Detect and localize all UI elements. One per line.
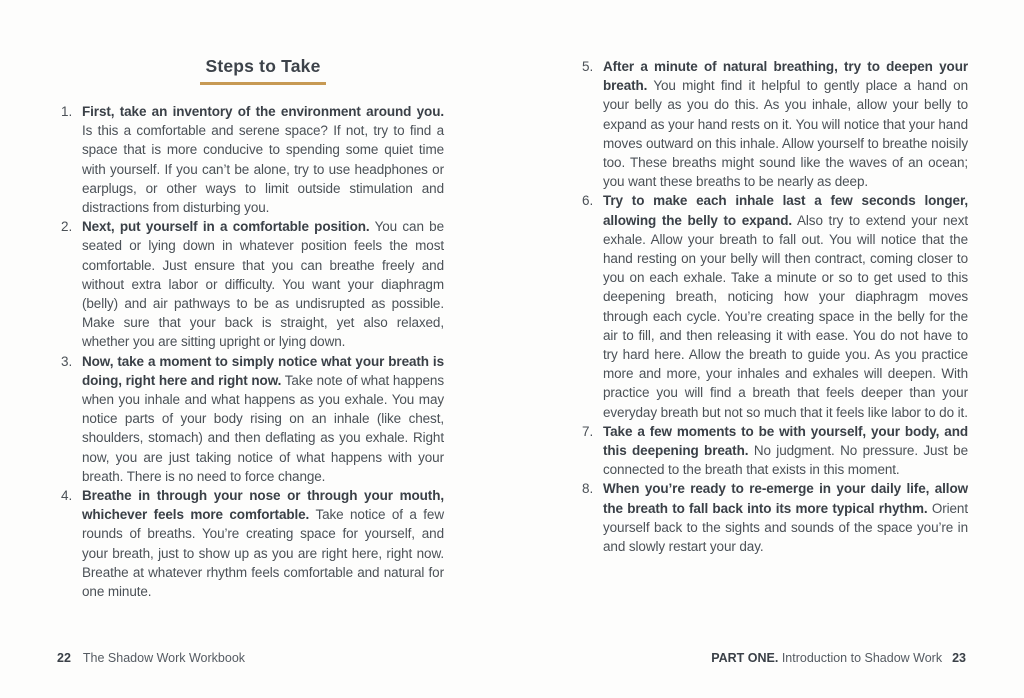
step-text — [82, 102, 444, 217]
step-body: No judgment. No pressure. Just be connected to the breath that exists in this moment. — [603, 443, 968, 478]
step-body: Orient yourself back to the sights and sounds of the space you’re in and slowly restart your day. — [603, 500, 968, 555]
step-body: You might find it helpful to gently place a hand on your belly as you do this. As you inhale, allow your belly to expand as your hand rests on it. You will notice that your hand moves outward on this inhale. Allow yourself to breathe noisily too. These breaths might sound like the waves of an ocean; you want these breaths to be nearly as deep. — [603, 78, 968, 190]
right-page — [582, 57, 968, 556]
step-body: You can be seated or lying down in whatever position feels the most comfortable. Just ensure that you can breathe freely and without extra labor or difficulty. You want your diaphragm (belly) and air pathways to be as undisrupted as possible. Make sure that your back is straight, yet also relaxed, whether you are sitting upright or lying down. — [82, 219, 444, 350]
step-lead: Try to make each inhale last a few seconds longer, allowing the belly to expand. — [603, 193, 968, 228]
step-body: Take notice of a few rounds of breaths. You’re creating space for yourself, and your breath, just to show up as you are right here, right now. Breathe at whatever rhythm feels comfortable and natural for one minute. — [82, 507, 444, 600]
step-item — [582, 422, 968, 480]
step-number: 5. — [582, 59, 594, 74]
step-text — [603, 57, 968, 191]
step-text — [603, 191, 968, 421]
step-item — [61, 486, 444, 601]
step-number: 4. — [61, 488, 73, 504]
right-page-footer — [711, 651, 966, 665]
step-lead: Take a few moments to be with yourself, your body, and this deepening breath. — [603, 423, 968, 459]
section-heading: Steps to Take — [200, 56, 325, 85]
chapter-title: Introduction to Shadow Work — [781, 651, 943, 665]
step-item — [61, 102, 444, 217]
step-number: 1. — [61, 104, 73, 119]
right-page-number: 23 — [952, 651, 966, 665]
step-text — [82, 486, 444, 601]
step-text — [603, 479, 968, 556]
step-text — [82, 352, 444, 486]
step-number: 7. — [582, 423, 594, 439]
book-title: The Shadow Work Workbook — [82, 651, 246, 665]
step-number: 3. — [61, 353, 73, 369]
part-label: PART ONE. — [711, 651, 779, 665]
step-item — [582, 479, 968, 556]
left-page-number: 22 — [57, 651, 71, 665]
step-body: Is this a comfortable and serene space? If not, try to find a space that is more conducive to spending some quiet time with yourself. If you can’t be alone, try to use headphones or earplugs, or other ways to limit outside stimulation and distractions from disturbing you. — [82, 123, 444, 216]
step-lead: After a minute of natural breathing, try to deepen your breath. — [603, 59, 968, 94]
step-lead: Breathe in through your nose or through your mouth, whichever feels more comfortable. — [82, 488, 444, 523]
step-lead: Next, put yourself in a comfortable position. — [82, 219, 370, 235]
step-text — [603, 422, 968, 480]
step-body: Take note of what happens when you inhale and what happens as you exhale. You may notice parts of your body rising on an inhale (like chest, shoulders, stomach) and then deflating as you exhale. Right now, you are just taking notice of what happens with your breath. There is no need to force change. — [82, 372, 444, 484]
step-text — [82, 217, 444, 351]
step-item — [61, 217, 444, 351]
step-item — [61, 352, 444, 486]
step-number: 8. — [582, 481, 594, 497]
step-item — [582, 191, 968, 421]
step-number: 2. — [61, 219, 73, 235]
left-page — [61, 56, 444, 601]
step-lead: When you’re ready to re-emerge in your daily life, allow the breath to fall back into its more typical rhythm. — [603, 481, 968, 516]
step-number: 6. — [582, 193, 594, 209]
left-page-footer — [57, 651, 245, 665]
step-lead: Now, take a moment to simply notice what your breath is doing, right here and right now. — [82, 353, 444, 388]
section-heading-wrap — [82, 56, 444, 85]
step-item — [582, 57, 968, 191]
step-body: Also try to extend your next exhale. Allow your breath to fall out. You will notice that the hand resting on your belly will then contract, coming closer to you on each exhale. Take a minute or so to get used to this deepening breath, noticing how your diaphragm moves through each cycle. You’re creating space in the belly for the air to fill, and then releasing it with ease. You do not have to try hard here. Allow the breath to guide you. As you practice more and more, your inhales and exhales will deepen. With practice you will find a breath that feels deeper than your everyday breath but not so much that it feels like labor to do it. — [603, 212, 968, 420]
step-lead: First, take an inventory of the environment around you. — [82, 104, 444, 119]
